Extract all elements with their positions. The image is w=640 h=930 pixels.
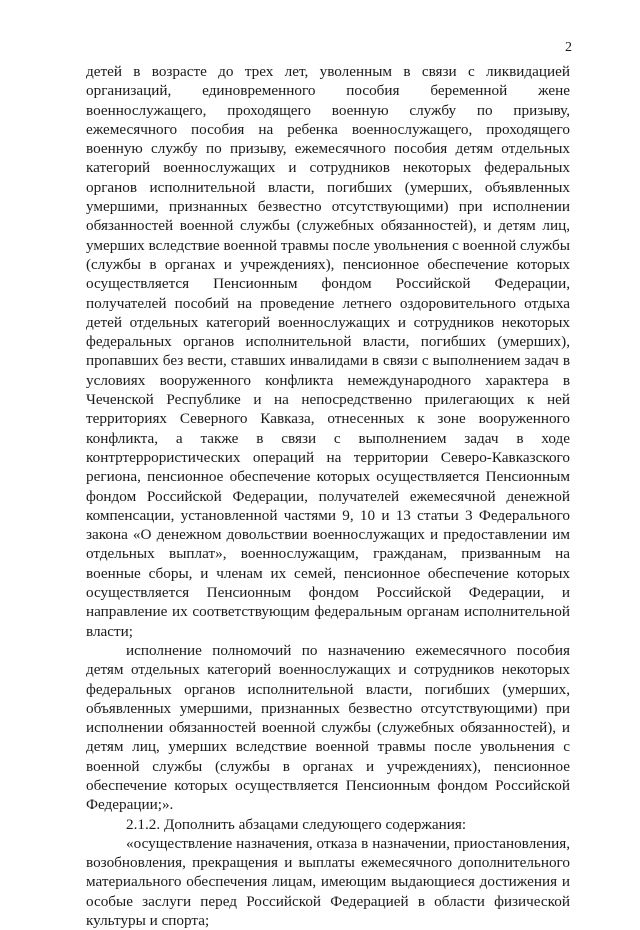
paragraph-continuation: детей в возрасте до трех лет, уволенным в связи с ликвидацией организаций, единовременного пособия беременной жене военнослужащего, проходящего военную службу по призыву, ежемесячного пособия на ребенка военнослужащего, проходящего военную службу по призыву, ежемесячного пособия детям отдельных категорий военнослужащих и сотрудников некоторых федеральных органов исполнительной власти, погибших (умерших, объявленных умершими, признанных безвестно отсутствующими) при исполнении обязанностей военной службы (служебных обязанностей), и детям лиц, умерших вследствие военной травмы после увольнения с военной службы (службы в органах и учреждениях), пенсионное обеспечение которых осуществляется Пенсионным фондом Российской Федерации, получателей пособий на проведение летнего оздоровительного отдыха детей отдельных категорий военнослужащих и сотрудников некоторых федеральных органов исполнительной власти, погибших (умерших), пропавших без вести, ставших инвалидами в связи с выполнением задач в условиях вооруженного конфликта немеждународного характера в Чеченской Республике и на непосредственно прилегающих к ней территориях Северного Кавказа, отнесенных к зоне вооруженного конфликта, а также в связи с выполнением задач в ходе контртеррористических операций на территории Северо-Кавказского региона, пенсионное обеспечение которых осуществляется Пенсионным фондом Российской Федерации, получателей ежемесячной денежной компенсации, установленной частями 9, 10 и 13 статьи 3 Федерального закона «О денежном довольствии военнослужащих и предоставлении им отдельных выплат», военнослужащим, гражданам, призванным на военные сборы, и членам их семей, пенсионное обеспечение которых осуществляется Пенсионным фондом Российской Федерации, и направление их соответствующим федеральным органам исполнительной власти; [86, 63, 570, 640]
paragraph-monthly-allowance: исполнение полномочий по назначению ежемесячного пособия детям отдельных категорий военнослужащих и сотрудников некоторых федеральных органов исполнительной власти, погибших (умерших, объявленных умершими, признанных безвестно отсутствующими) при исполнении обязанностей военной службы (служебных обязанностей), и детям лиц, умерших вследствие военной травмы после увольнения с военной службы (службы в органах и учреждениях), пенсионное обеспечение которых осуществляется Пенсионным фондом Российской Федерации;». [86, 641, 570, 814]
document-body [86, 62, 570, 930]
paragraph-quoted-addition: «осуществление назначения, отказа в назначении, приостановления, возобновления, прекращения и выплаты ежемесячного дополнительного материального обеспечения лицам, имеющим выдающиеся достижения и особые заслуги перед Российской Федерацией в области физической культуры и спорта; [86, 834, 570, 930]
paragraph-clause-2-1-2: 2.1.2. Дополнить абзацами следующего содержания: [126, 815, 467, 833]
page-number: 2 [565, 40, 572, 55]
